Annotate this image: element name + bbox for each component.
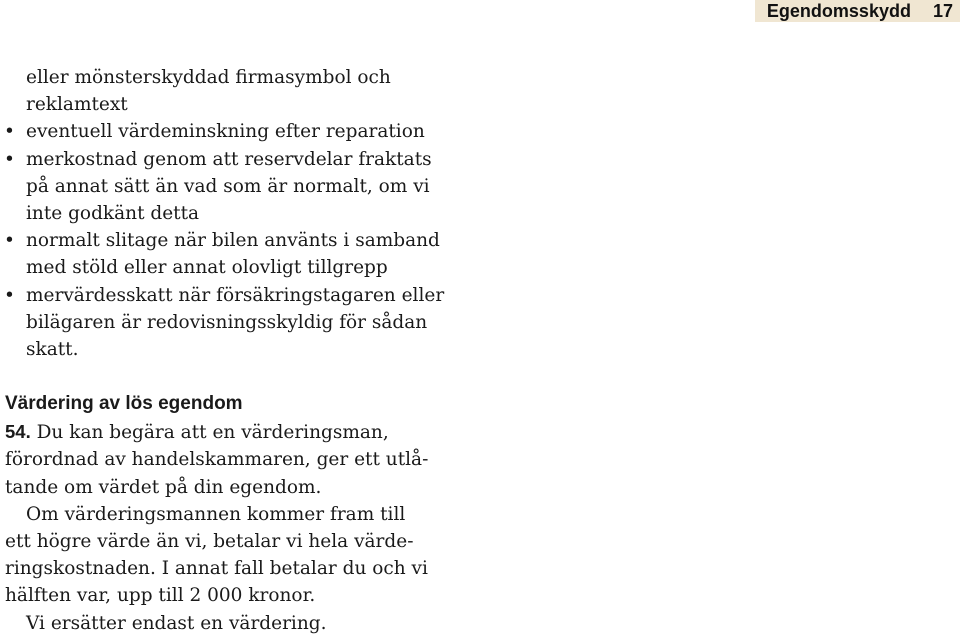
text-line: tande om värdet på din egendom. bbox=[5, 476, 322, 498]
bullet-icon: • bbox=[4, 148, 15, 170]
text-line: Om värderingsmannen kommer fram till bbox=[26, 503, 406, 525]
page-body bbox=[0, 64, 470, 637]
paragraph-number: 54. bbox=[5, 421, 31, 443]
text-line: merkostnad genom att reservdelar fraktats bbox=[26, 148, 432, 170]
text-line: med stöld eller annat olovligt tillgrepp bbox=[26, 257, 388, 279]
text-line: reklamtext bbox=[26, 94, 128, 116]
text-line: normalt slitage när bilen använts i samband bbox=[26, 230, 440, 252]
paragraph bbox=[0, 610, 470, 637]
bullet-icon: • bbox=[4, 121, 15, 143]
text-line: bilägaren är redovisningsskyldig för sådan bbox=[26, 311, 428, 333]
text-line: eventuell värdeminskning efter reparation bbox=[26, 121, 425, 143]
text-line: mervärdesskatt när försäkringstagaren eller bbox=[26, 284, 445, 306]
running-header bbox=[755, 0, 960, 22]
text-line: hälften var, upp till 2 000 kronor. bbox=[5, 585, 316, 607]
text-line: på annat sätt än vad som är normalt, om vi bbox=[26, 175, 430, 197]
text-line: förordnad av handelskammaren, ger ett utlå- bbox=[5, 449, 429, 471]
paragraph bbox=[0, 418, 470, 501]
bullet-icon: • bbox=[4, 284, 15, 306]
text-line: eller mönsterskyddad firmasymbol och bbox=[26, 67, 391, 88]
bullet-icon: • bbox=[4, 230, 15, 252]
text-line: inte godkänt detta bbox=[26, 203, 200, 225]
text-line: Vi ersätter endast en värdering. bbox=[26, 612, 327, 634]
list-item bbox=[0, 146, 470, 228]
list-item bbox=[0, 282, 470, 364]
text-line: skatt. bbox=[26, 339, 79, 361]
section-heading: Värdering av lös egendom bbox=[5, 393, 243, 415]
continued-list-item bbox=[0, 64, 470, 118]
text-line: Du kan begära att en värderingsman, bbox=[30, 422, 389, 444]
text-line: ringskostnaden. I annat fall betalar du och vi bbox=[5, 558, 428, 580]
paragraph bbox=[0, 501, 470, 610]
section-title: Egendomsskydd bbox=[766, 0, 911, 21]
page-number: 17 bbox=[932, 0, 953, 21]
list-item bbox=[0, 227, 470, 281]
list-item bbox=[0, 118, 470, 145]
text-line: ett högre värde än vi, betalar vi hela värde- bbox=[5, 531, 414, 553]
